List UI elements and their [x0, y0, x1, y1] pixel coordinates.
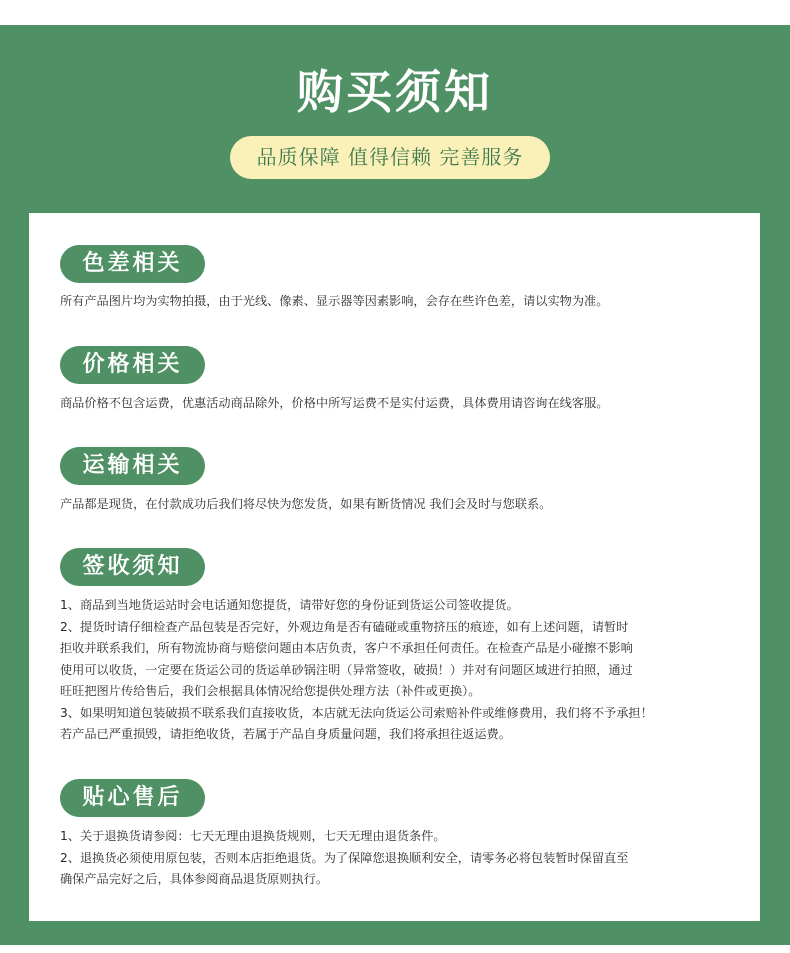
section-body-receipt: [60, 595, 750, 746]
body-line: 旺旺把图片传给售后，我们会根据具体情况给您提供处理方法（补件或更换）。: [60, 684, 481, 698]
section-body-shipping: [60, 494, 750, 516]
body-line: 所有产品图片均为实物拍摄，由于光线、像素、显示器等因素影响，会存在些许色差，请以实物为准。: [60, 294, 609, 308]
content-card: [29, 213, 760, 921]
body-line: 3、如果明知道包装破损不联系我们直接收货，本店就无法向货运公司索赔补件或维修费用，我们将不予承担！: [60, 705, 653, 720]
body-line: 确保产品完好之后，具体参阅商品退货原则执行。: [60, 872, 329, 886]
body-line: 商品价格不包含运费，优惠活动商品除外，价格中所写运费不是实付运费，具体费用请咨询在线客服。: [60, 396, 609, 410]
body-line: 使用可以收货，一定要在货运公司的货运单砂锅注明（异常签收，破损！）并对有问题区域进行拍照，通过: [60, 662, 633, 677]
body-line: 2、退换货必须使用原包装，否则本店拒绝退货。为了保障您退换顺利安全，请零务必将包装暂时保留直至: [60, 850, 629, 865]
section-body-after-sales: [60, 826, 750, 891]
section-heading-shipping: 运输相关: [60, 447, 205, 485]
body-line: 2、提货时请仔细检查产品包装是否完好，外观边角是否有磕碰或重物挤压的痕迹，如有上述问题，请暂时: [60, 619, 629, 634]
subtitle-badge: 品质保障 值得信赖 完善服务: [230, 136, 550, 179]
section-heading-receipt: 签收须知: [60, 548, 205, 586]
section-body-price: [60, 393, 750, 415]
body-line: 拒收并联系我们，所有物流协商与赔偿问题由本店负责，客户不承担任何责任。在检查产品是小碰擦不影响: [60, 641, 633, 655]
body-line: 若产品已严重损毁，请拒绝收货，若属于产品自身质量问题，我们将承担往返运费。: [60, 727, 511, 741]
body-line: 产品都是现货，在付款成功后我们将尽快为您发货，如果有断货情况 我们会及时与您联系。: [60, 497, 552, 511]
section-heading-color-difference: 色差相关: [60, 245, 205, 283]
section-body-color-difference: [60, 291, 750, 313]
page-title: 购买须知: [297, 65, 493, 119]
body-line: 1、关于退换货请参阅：七天无理由退换货规则，七天无理由退货条件。: [60, 829, 446, 843]
body-line: 1、商品到当地货运站时会电话通知您提货，请带好您的身份证到货运公司签收提货。: [60, 598, 519, 612]
section-heading-price: 价格相关: [60, 346, 205, 384]
section-heading-after-sales: 贴心售后: [60, 779, 205, 817]
